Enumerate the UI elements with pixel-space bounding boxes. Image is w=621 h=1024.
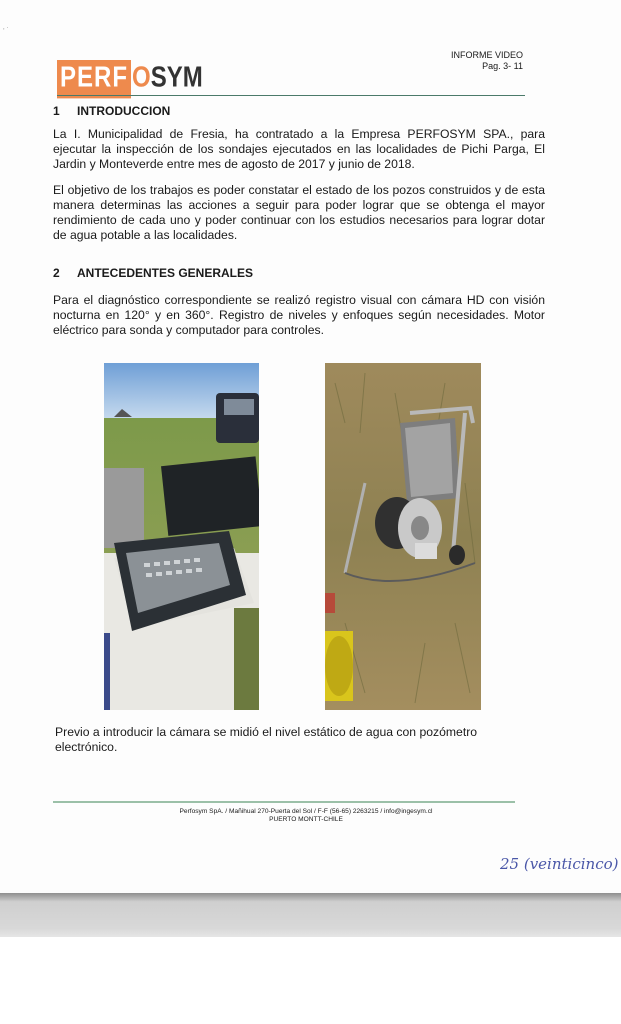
section-2-heading: 2 ANTECEDENTES GENERALES [53,266,254,280]
intro-paragraph-1: La I. Municipalidad de Fresia, ha contratado a la Empresa PERFOSYM SPA., para ejecutar la inspección de los sondajes ejecutados en las localidades de Pichi Parga, El Jardin y Monteverde entre mes de agosto de 2017 y junio de 2018. [53,127,545,171]
doc-title: INFORME VIDEO [450,50,523,60]
photo-camera-control-unit [104,363,259,710]
footer [130,808,482,824]
page-number: Pag. 3- 11 [482,61,523,71]
scanner-edge [0,893,621,937]
intro-paragraph-2: El objetivo de los trabajos es poder constatar el estado de los pozos construidos y de esta manera determinas las acciones a seguir para poder lograr que se obtenga el mayor rendimiento de cada uno y poder continuar con los estudios necesarios para lograr dotar de agua potable a las localidades. [53,183,545,242]
footer-city: PUERTO MONTT-CHILE [269,816,343,823]
perfosym-logo [57,60,203,92]
scan-mark: , · [3,25,9,31]
photo-caption: Previo a introducir la cámara se midió el nivel estático de agua con pozómetro electrónico. [55,725,478,754]
section-1-heading: 1 INTRODUCCION [53,104,171,118]
photo-cable-reel-winch [325,363,481,710]
header-divider [57,95,525,96]
logo-text-highlight: PERF [57,60,131,98]
footer-contact: Perfosym SpA. / Mañihual 270-Puerta del Sol / F-F (56-65) 2263215 / info@ingesym.cl [179,808,433,815]
footer-divider [53,801,515,803]
header-info [451,50,523,72]
handwritten-page-annotation: 25 (veinticinco) [500,855,619,873]
logo-text-dark: OSYM [132,61,203,94]
antecedentes-paragraph: Para el diagnóstico correspondiente se realizó registro visual con cámara HD con visión nocturna en 120° y en 360°. Registro de niveles y enfoques según necesidades. Motor eléctrico para sonda y computador para controles. [53,293,545,337]
